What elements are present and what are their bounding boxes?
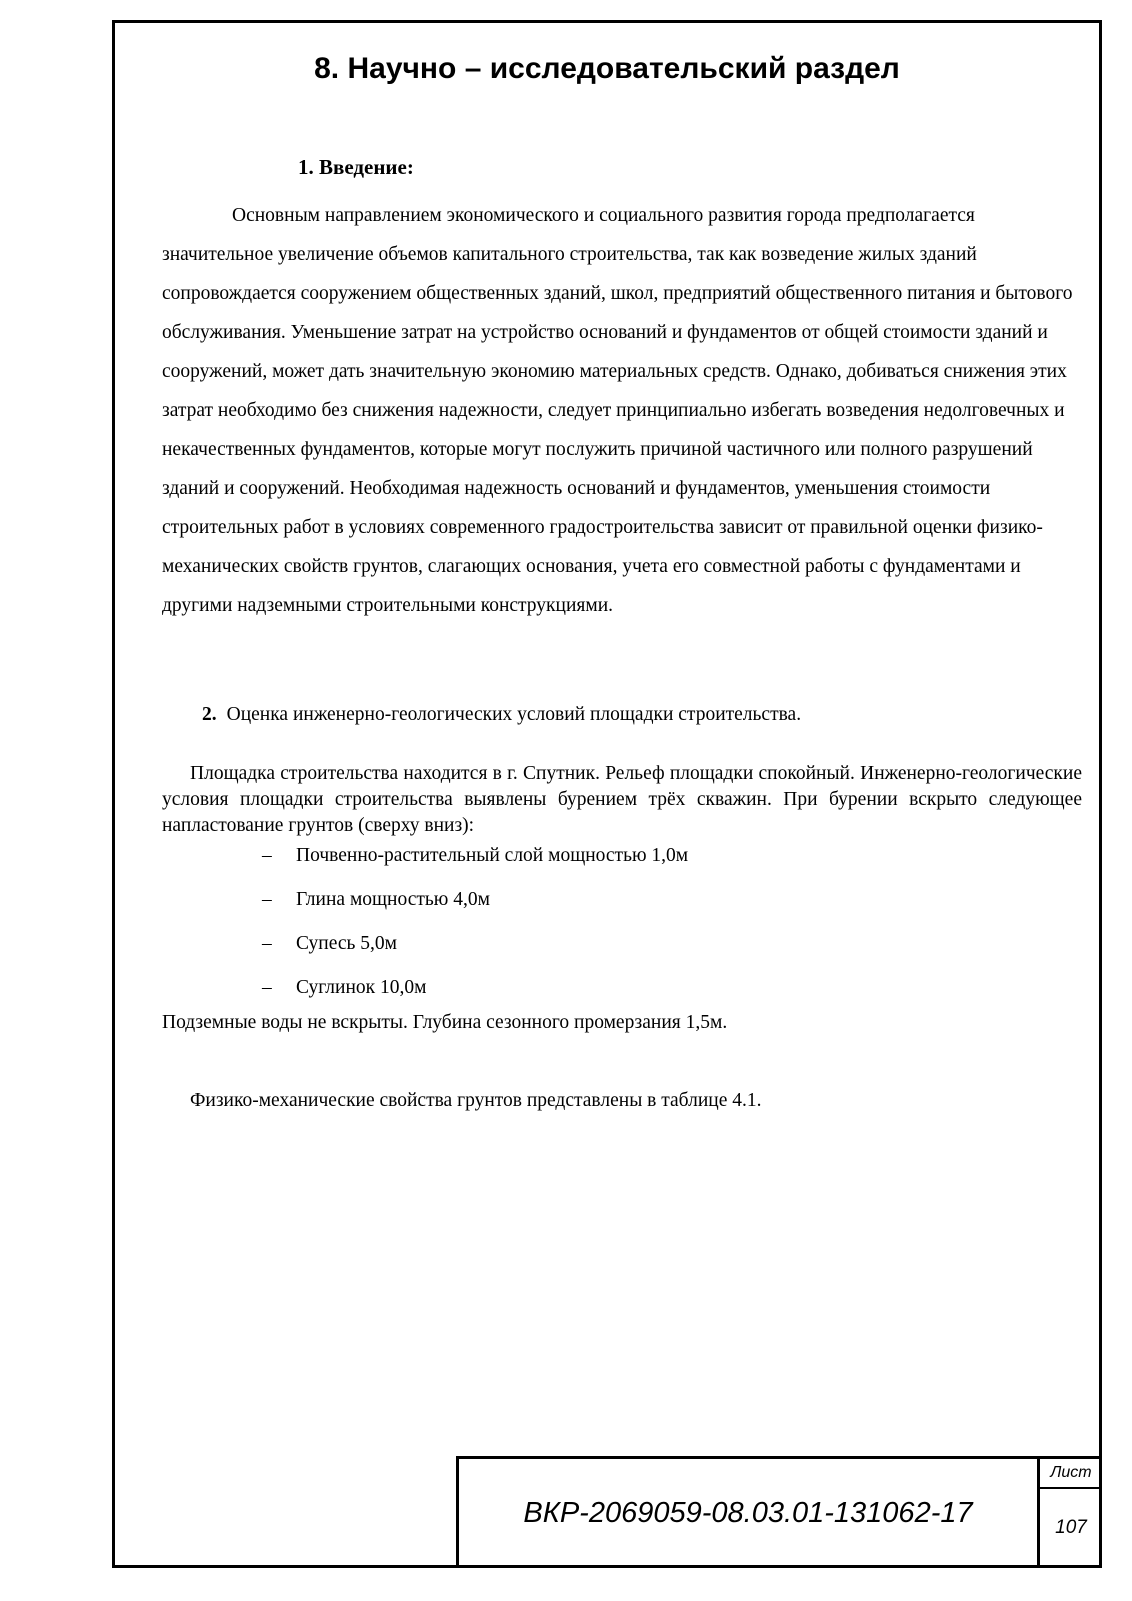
dash-bullet: –: [262, 845, 272, 866]
groundwater-text: Подземные воды не вскрыты. Глубина сезонного промерзания 1,5м.: [162, 1012, 728, 1033]
section-2-number: 2.: [202, 704, 217, 725]
section-2-heading: [202, 704, 801, 726]
layer-text: Суглинок 10,0м: [296, 977, 427, 998]
soil-layers-list: [262, 842, 688, 1018]
list-item: [262, 842, 688, 886]
layer-text: Почвенно-растительный слой мощностью 1,0м: [296, 845, 689, 866]
dash-bullet: –: [262, 933, 272, 954]
dash-bullet: –: [262, 889, 272, 910]
site-paragraph: Площадка строительства находится в г. Спутник. Рельеф площадки спокойный. Инженерно-геологические условия площадки строительства выявлены бурением трёх скважин. При бурении вскрыто следующее напластование грунтов (сверху вниз):: [162, 763, 1082, 836]
list-item: [262, 930, 688, 974]
layer-text: Супесь 5,0м: [296, 933, 397, 954]
intro-paragraph: Основным направлением экономического и социального развития города предполагается значительное увеличение объемов капитального строительства, так как возведение жилых зданий сопровождается сооружением общественных зданий, школ, предприятий общественного питания и бытового обслуживания. Уменьшение затрат на устройство оснований и фундаментов от общей стоимости зданий и сооружений, может дать значительную экономию материальных средств. Однако, добиваться снижения этих затрат необходимо без снижения надежности, следует принципиально избегать возведения недолговечных и некачественных фундаментов, которые могут послужить причиной частичного или полного разрушений зданий и сооружений. Необходимая надежность оснований и фундаментов, уменьшения стоимости строительных работ в условиях современного градостроительства зависит от правильной оценки физико-механических свойств грунтов, слагающих основания, учета его совместной работы с фундаментами и другими надземными строительными конструкциями.: [162, 205, 1073, 616]
sheet-box: [1037, 1459, 1102, 1568]
sheet-label: Лист: [1040, 1459, 1102, 1489]
page-title: 8. Научно – исследовательский раздел: [314, 52, 900, 85]
sheet-number: 107: [1055, 1517, 1087, 1538]
document-code: ВКР-2069059-08.03.01-131062-17: [523, 1497, 973, 1529]
properties-note: Физико-механические свойства грунтов представлены в таблице 4.1.: [190, 1090, 762, 1111]
list-item: [262, 886, 688, 930]
layer-text: Глина мощностью 4,0м: [296, 889, 490, 910]
dash-bullet: –: [262, 977, 272, 998]
section-2-title: Оценка инженерно-геологических условий площадки строительства.: [226, 704, 802, 725]
section-1-heading: 1. Введение:: [298, 155, 414, 179]
title-block: [456, 1456, 1102, 1568]
